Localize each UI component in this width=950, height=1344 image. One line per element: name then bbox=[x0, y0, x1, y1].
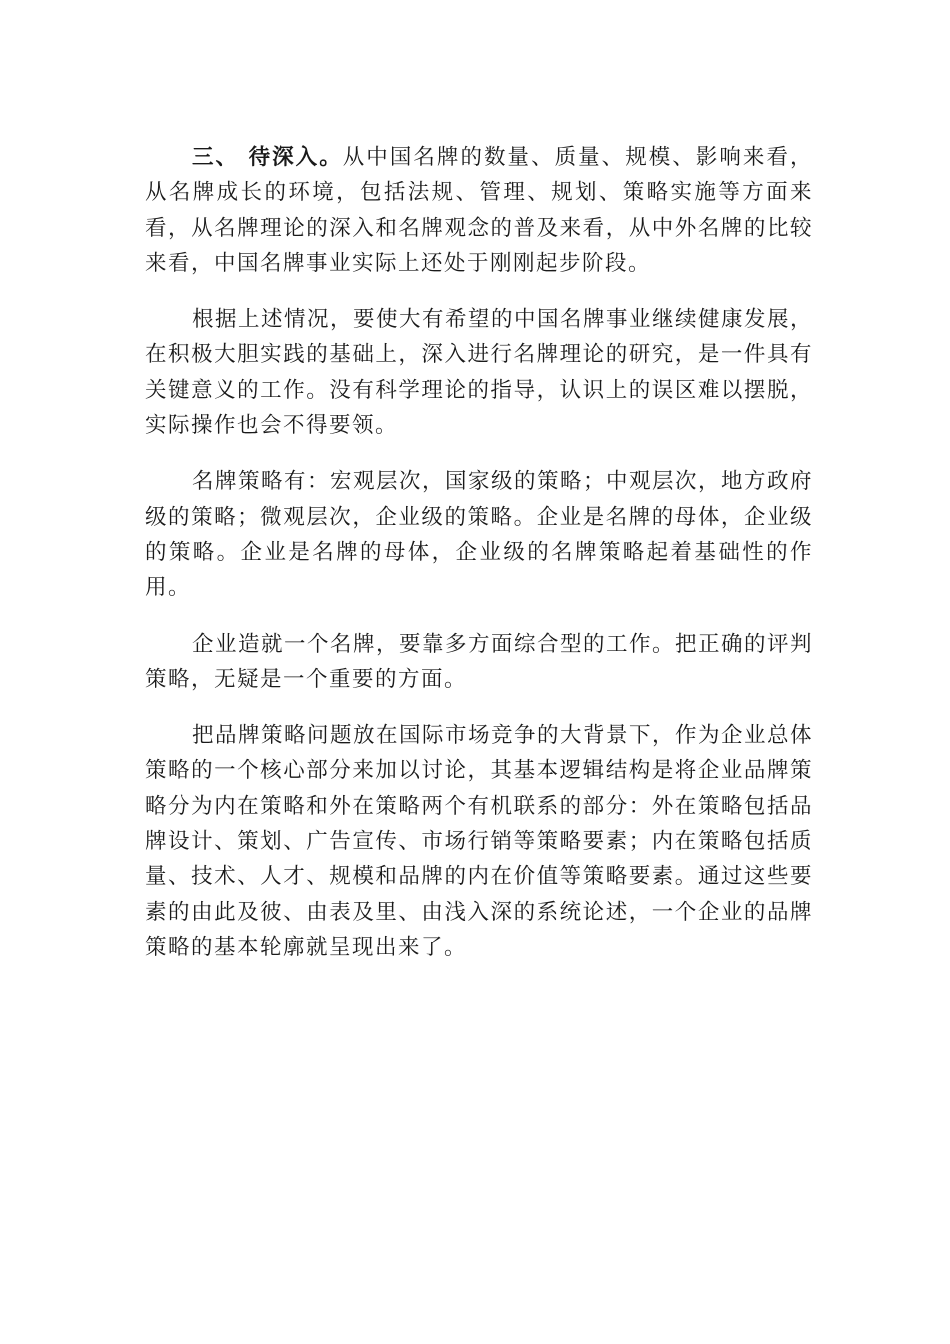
paragraph-4 bbox=[145, 627, 813, 698]
paragraph-text: 根据上述情况，要使大有希望的中国名牌事业继续健康发展，在积极大胆实践的基础上，深入进行名牌理论的研究，是一件具有关键意义的工作。没有科学理论的指导，认识上的误区难以摆脱，实际操作也会不得要领。 bbox=[145, 307, 814, 439]
paragraph-1 bbox=[145, 140, 813, 281]
section-heading: 三、 待深入。 bbox=[192, 145, 343, 170]
paragraph-text: 把品牌策略问题放在国际市场竞争的大背景下，作为企业总体策略的一个核心部分来加以讨论，其基本逻辑结构是将企业品牌策略分为内在策略和外在策略两个有机联系的部分：外在策略包括品牌设计、策划、广告宣传、市场行销等策略要素；内在策略包括质量、技术、人才、规模和品牌的内在价值等策略要素。通过这些要素的由此及彼、由表及里、由浅入深的系统论述，一个企业的品牌策略的基本轮廓就呈现出来了。 bbox=[145, 723, 814, 960]
document-body bbox=[145, 140, 813, 986]
paragraph-5 bbox=[145, 718, 813, 965]
paragraph-2 bbox=[145, 302, 813, 443]
paragraph-text: 从中国名牌的数量、质量、规模、影响来看，从名牌成长的环境，包括法规、管理、规划、策略实施等方面来看，从名牌理论的深入和名牌观念的普及来看，从中外名牌的比较来看，中国名牌事业实际上还处于刚刚起步阶段。 bbox=[145, 145, 813, 276]
paragraph-text: 名牌策略有：宏观层次，国家级的策略；中观层次，地方政府级的策略；微观层次，企业级的策略。企业是名牌的母体，企业级的策略。企业是名牌的母体，企业级的名牌策略起着基础性的作用。 bbox=[145, 469, 814, 601]
paragraph-text: 企业造就一个名牌，要靠多方面综合型的工作。把正确的评判策略，无疑是一个重要的方面。 bbox=[145, 631, 814, 692]
paragraph-3 bbox=[145, 464, 813, 605]
